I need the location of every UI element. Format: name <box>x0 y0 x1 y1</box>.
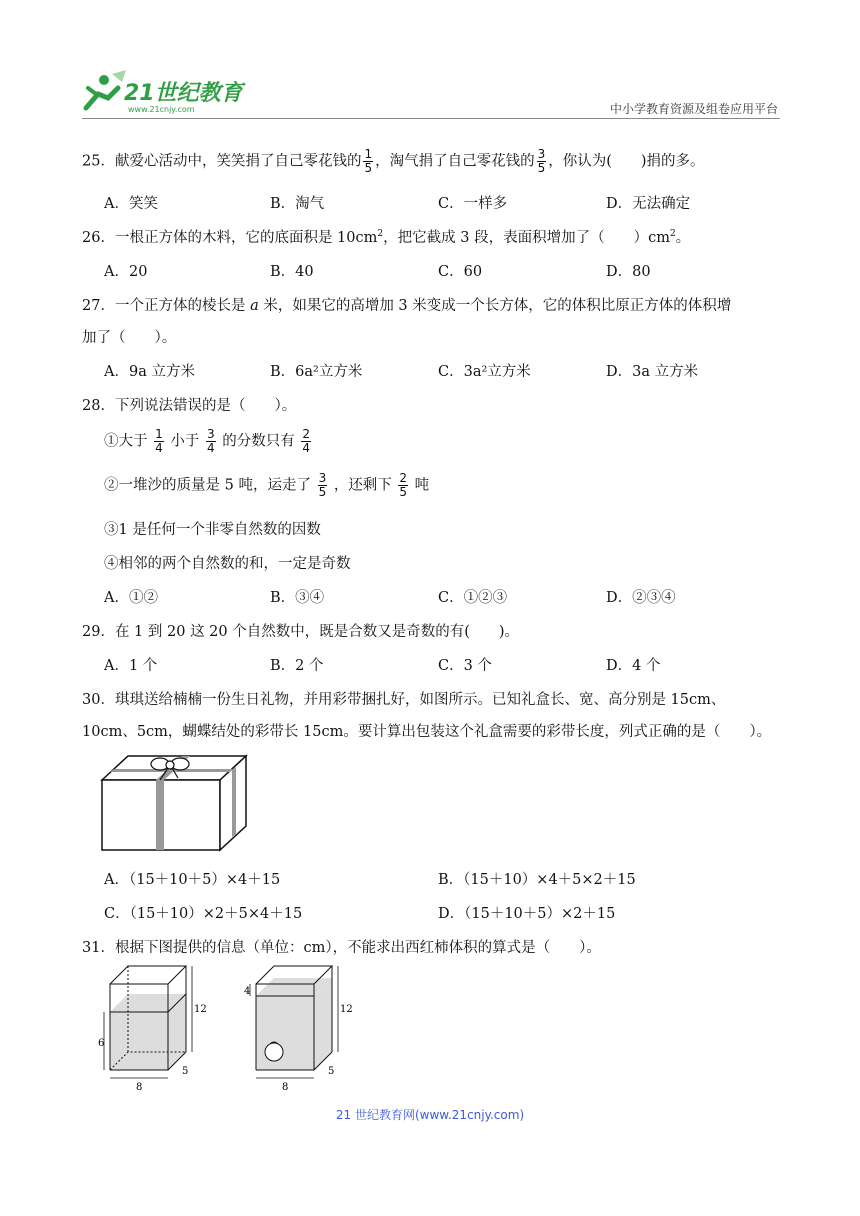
logo-text: 21世纪教育 <box>124 81 243 106</box>
option-d[interactable]: D．3a 立方米 <box>606 364 699 380</box>
length-label: 8 <box>282 1082 289 1092</box>
option-b[interactable]: B．2 个 <box>270 658 324 674</box>
question-30: 30．琪琪送给楠楠一份生日礼物，并用彩带捆扎好，如图所示。已知礼盒长、宽、高分别是 15cm、 <box>82 692 726 708</box>
width-label: 5 <box>328 1066 335 1077</box>
option-c[interactable]: C．3a²立方米 <box>438 364 531 380</box>
logo <box>78 68 248 116</box>
gap-label: 4 <box>244 986 251 997</box>
option-d[interactable]: D．②③④ <box>606 590 676 606</box>
option-b[interactable]: B．③④ <box>270 590 325 606</box>
option-c[interactable]: C．3 个 <box>438 658 492 674</box>
logo-url: www.21cnjy.com <box>128 105 195 114</box>
question-28: 28．下列说法错误的是（ ）。 <box>82 398 297 414</box>
option-a[interactable]: A．①② <box>104 590 158 606</box>
question-31: 31．根据下图提供的信息（单位：cm），不能求出西红柿体积的算式是（ ）。 <box>82 940 601 956</box>
option-b[interactable]: B．（15＋10）×4＋5×2＋15 <box>438 872 636 888</box>
length-label: 8 <box>136 1082 143 1092</box>
option-a[interactable]: A．1 个 <box>104 658 158 674</box>
fraction: $\frac{1}{5}$ <box>364 147 373 175</box>
width-label: 5 <box>182 1066 189 1077</box>
option-b[interactable]: B．淘气 <box>270 196 325 212</box>
option-a[interactable]: A．（15＋10＋5）×4＋15 <box>104 872 281 888</box>
header-divider <box>82 118 780 119</box>
question-25: 25．献爱心活动中，笑笑捐了自己零花钱的 $\frac{1}{5}$ ，淘气捐了自己零花钱的 $\frac{3}{5}$ ，你认为( )捐的多。 <box>82 147 705 175</box>
option-c[interactable]: C．（15＋10）×2＋5×4＋15 <box>104 906 303 922</box>
option-d[interactable]: D．（15＋10＋5）×2＋15 <box>438 906 616 922</box>
container-figure-1 <box>96 962 208 1092</box>
option-b[interactable]: B．6a²立方米 <box>270 364 363 380</box>
footer-link[interactable]: 21 世纪教育网(www.21cnjy.com) <box>335 1108 525 1122</box>
question-27-cont: 加了（ ）。 <box>82 330 177 346</box>
runner-icon <box>86 70 126 108</box>
question-27: 27．一个正方体的棱长是 a 米，如果它的高增加 3 米变成一个长方体，它的体积比原正方体的体积增 <box>82 298 732 314</box>
statement-2: ②一堆沙的质量是 5 吨，运走了 $\frac{3}{5}$ ，还剩下 $\frac{2}{5}$ 吨 <box>104 471 430 499</box>
question-29: 29．在 1 到 20 这 20 个自然数中，既是合数又是奇数的有( )。 <box>82 624 520 640</box>
question-26: 26．一根正方体的木料，它的底面积是 $10cm^2$，把它截成 3 段，表面积增加了（ ）$cm^2$。 <box>82 229 691 246</box>
option-c[interactable]: C．一样多 <box>438 196 508 212</box>
height-label: 12 <box>340 1004 353 1015</box>
option-c[interactable]: C．①②③ <box>438 590 508 606</box>
option-a[interactable]: A．20 <box>104 264 148 280</box>
statement-1: ①大于 $\frac{1}{4}$ 小于 $\frac{3}{4}$ 的分数只有 $\frac{2}{4}$ <box>104 427 310 455</box>
question-30-cont: 10cm、5cm，蝴蝶结处的彩带长 15cm。要计算出包装这个礼盒需要的彩带长度，列式正确的是（ ）。 <box>82 724 772 740</box>
water-label: 6 <box>98 1038 105 1049</box>
option-a[interactable]: A．笑笑 <box>104 196 158 212</box>
platform-label: 中小学教育资源及组卷应用平台 <box>609 102 778 116</box>
statement-4: ④相邻的两个自然数的和，一定是奇数 <box>104 556 351 572</box>
statement-3: ③1 是任何一个非零自然数的因数 <box>104 522 321 538</box>
gift-box-figure <box>100 752 250 854</box>
fraction: $\frac{3}{5}$ <box>537 147 546 175</box>
option-d[interactable]: D．4 个 <box>606 658 661 674</box>
height-label: 12 <box>194 1004 207 1015</box>
option-c[interactable]: C．60 <box>438 264 483 280</box>
option-d[interactable]: D．80 <box>606 264 651 280</box>
option-a[interactable]: A．9a 立方米 <box>104 364 195 380</box>
option-b[interactable]: B．40 <box>270 264 314 280</box>
option-d[interactable]: D．无法确定 <box>606 196 691 212</box>
container-figure-2 <box>242 962 354 1092</box>
